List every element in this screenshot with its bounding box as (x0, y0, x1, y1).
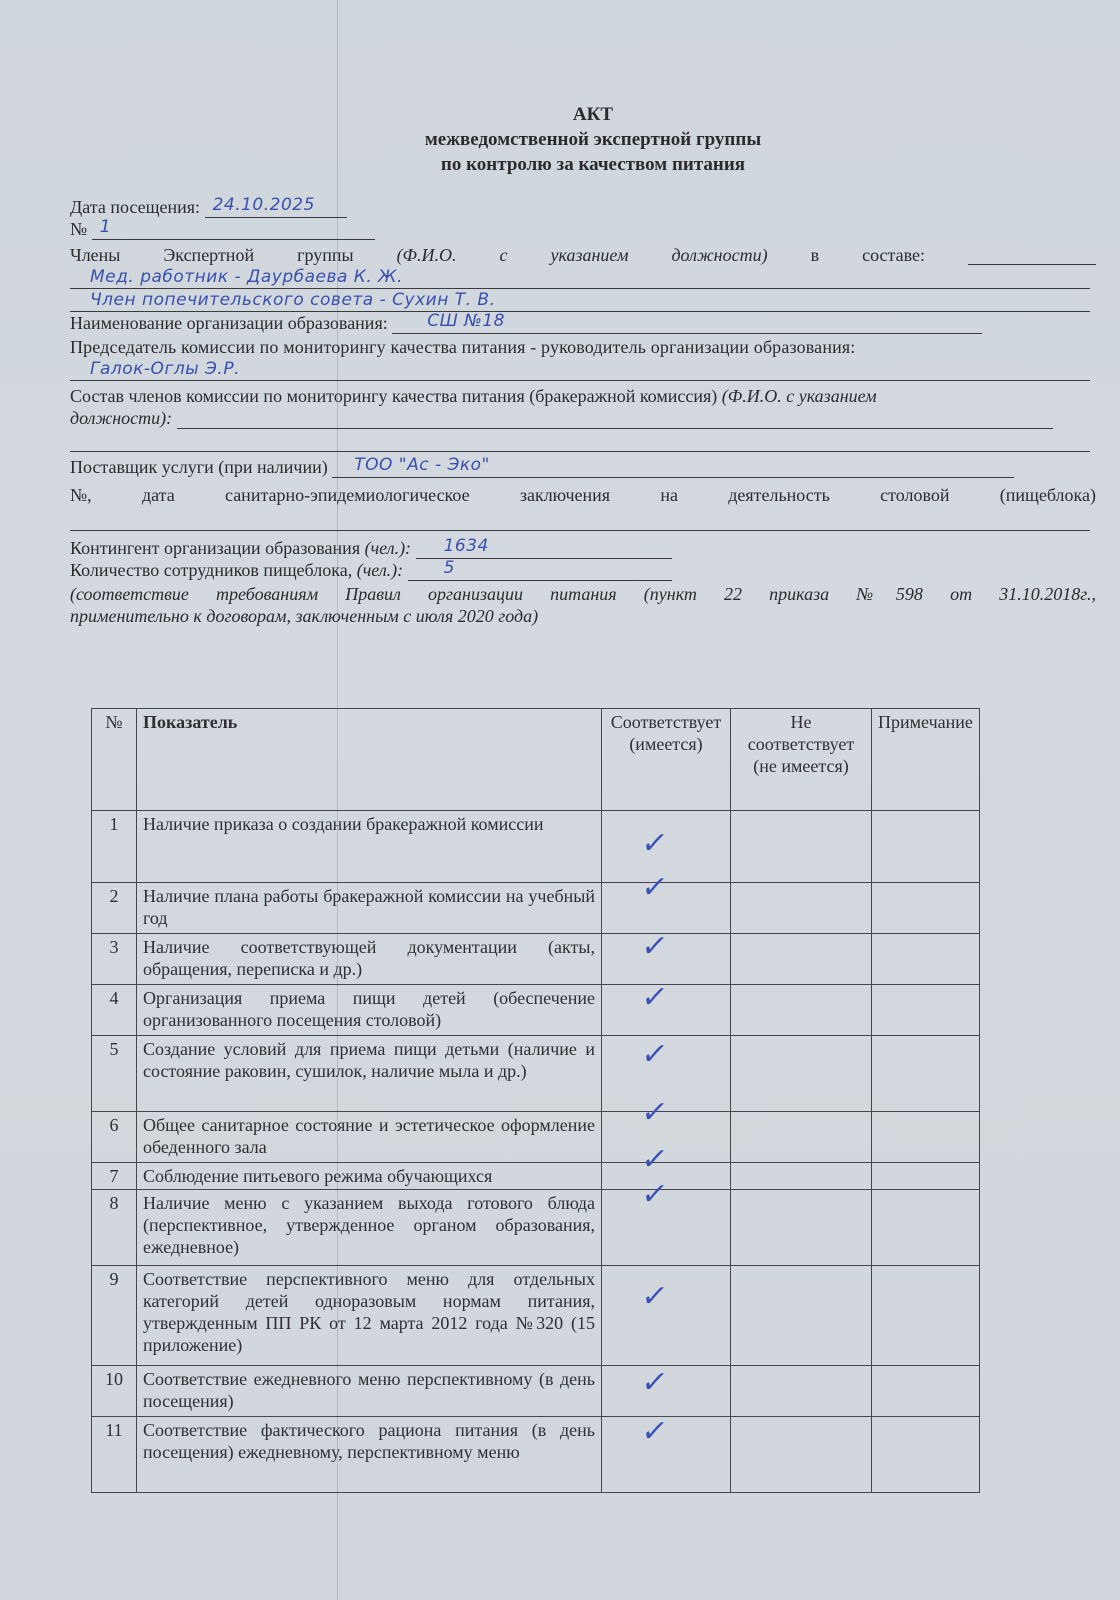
compliance-note-1: (соответствие требованиям Правил организации питания (пункт 22 приказа №598 от 31.10.2018г., (70, 584, 1096, 604)
sanitary-label-word: заключения (519, 485, 611, 505)
supplier-value: ТОО "Ас - Эко" (354, 455, 490, 475)
members-field-1[interactable] (70, 266, 1090, 289)
complies-cell[interactable] (602, 1414, 731, 1493)
commission-label-2: должности): (70, 408, 173, 428)
contingent-label: Контингент организации образования (70, 538, 361, 558)
row-number: 6 (92, 1112, 137, 1163)
org-name-row (70, 312, 1096, 334)
header-note: Примечание (872, 709, 980, 811)
chair-value: Галок-Оглы Э.Р. (90, 359, 240, 379)
table-row (92, 1266, 980, 1366)
members-label-word: составе: (862, 245, 925, 265)
chair-label: Председатель комиссии по мониторингу качества питания - руководитель организации образования: (70, 337, 856, 357)
act-number-value: 1 (99, 217, 112, 237)
note-cell[interactable] (872, 934, 980, 985)
members-field-2[interactable] (70, 289, 1090, 312)
note-cell[interactable] (872, 1163, 980, 1190)
contingent-value: 1634 (443, 536, 489, 556)
checkmark-icon: ✓ (639, 870, 671, 905)
table-row (92, 1112, 980, 1163)
complies-cell[interactable] (602, 980, 731, 1036)
table-row (92, 1190, 980, 1266)
chair-field[interactable] (70, 358, 1090, 381)
checkmark-icon: ✓ (639, 929, 671, 964)
complies-cell[interactable] (602, 1366, 731, 1417)
row-number: 7 (92, 1163, 137, 1190)
table-row (92, 1417, 980, 1493)
row-indicator: Наличие меню с указанием выхода готового блюда (перспективное, утвержденное органом образования, ежедневное) (137, 1190, 602, 1266)
checkmark-icon: ✓ (639, 980, 671, 1015)
act-form (70, 100, 1096, 627)
sanitary-label-word: столовой (880, 485, 950, 505)
checkmark-icon: ✓ (639, 826, 671, 861)
note-cell[interactable] (872, 883, 980, 934)
checkmark-icon: ✓ (639, 1279, 671, 1314)
row-number: 2 (92, 883, 137, 934)
staff-value: 5 (443, 558, 455, 578)
row-number: 9 (92, 1266, 137, 1366)
complies-cell[interactable] (602, 1266, 731, 1366)
checkmark-icon: ✓ (639, 1414, 671, 1449)
row-number: 10 (92, 1366, 137, 1417)
commission-field-2[interactable] (70, 429, 1090, 452)
members-label-word: группы (297, 245, 354, 265)
note-cell[interactable] (872, 1190, 980, 1266)
row-indicator: Общее санитарное состояние и эстетическое оформление обеденного зала (137, 1112, 602, 1163)
checkmark-icon: ✓ (639, 1037, 671, 1072)
row-number: 1 (92, 811, 137, 883)
table-row (92, 1163, 980, 1190)
row-indicator: Наличие плана работы бракеражной комиссии на учебный год (137, 883, 602, 934)
table-row (92, 811, 980, 883)
commission-label-italic: (Ф.И.О. с указанием (721, 386, 877, 406)
visit-date-value: 24.10.2025 (212, 195, 315, 215)
header-indicator: Показатель (137, 709, 602, 811)
not-complies-cell[interactable] (731, 1112, 872, 1163)
sanitary-label-word: деятельность (728, 485, 830, 505)
members-label-word: указанием (550, 245, 629, 265)
checkmark-icon: ✓ (639, 1142, 671, 1177)
not-complies-cell[interactable] (731, 811, 872, 883)
staff-unit: (чел.): (356, 560, 404, 580)
document-subtitle-2: по контролю за качеством питания (440, 154, 746, 175)
act-number-label: № (70, 219, 88, 239)
sanitary-label-word: санитарно-эпидемиологическое (224, 485, 470, 505)
staff-field[interactable] (408, 560, 672, 581)
members-label-word: Члены (70, 245, 121, 265)
row-number: 8 (92, 1190, 137, 1266)
staff-row (70, 559, 1096, 581)
supplier-row (70, 456, 1096, 478)
contingent-row (70, 537, 1096, 559)
note-cell[interactable] (872, 1366, 980, 1417)
org-name-label: Наименование организации образования: (70, 313, 388, 333)
table-row (92, 1036, 980, 1112)
header-no: № (92, 709, 137, 811)
members-field-inline[interactable] (968, 244, 1096, 265)
members-value-1: Мед. работник - Даурбаева К. Ж. (90, 267, 403, 287)
document-title: АКТ (572, 104, 614, 125)
members-label-row (70, 244, 1096, 266)
not-complies-cell[interactable] (731, 1036, 872, 1112)
not-complies-cell[interactable] (731, 1163, 872, 1190)
contingent-unit: (чел.): (364, 538, 412, 558)
note-cell[interactable] (872, 985, 980, 1036)
not-complies-cell[interactable] (731, 1417, 872, 1493)
act-number-field[interactable] (92, 219, 375, 240)
header-complies: Соответствует (имеется) (602, 709, 731, 811)
row-number: 4 (92, 985, 137, 1036)
chair-label-row (70, 336, 1096, 358)
not-complies-cell[interactable] (731, 1366, 872, 1417)
sanitary-label-word: на (660, 485, 678, 505)
supplier-field[interactable] (332, 457, 1014, 478)
members-label-word: (Ф.И.О. (396, 245, 457, 265)
members-label-word: в (810, 245, 820, 265)
row-indicator: Наличие соответствующей документации (акты, обращения, переписка и др.) (137, 934, 602, 985)
row-indicator: Организация приема пищи детей (обеспечение организованного посещения столовой) (137, 985, 602, 1036)
row-number: 3 (92, 934, 137, 985)
sanitary-label-word: №, (70, 485, 92, 505)
note-cell[interactable] (872, 1266, 980, 1366)
visit-date-row (70, 196, 1096, 218)
table-row (92, 1366, 980, 1417)
members-label-word: с (499, 245, 508, 265)
visit-date-field[interactable] (205, 197, 347, 218)
org-name-field[interactable] (392, 313, 982, 334)
complies-cell[interactable] (602, 1177, 731, 1266)
row-indicator: Соответствие перспективного меню для отдельных категорий детей одноразовым нормам питания, утвержденным ПП РК от 12 марта 2012 года №320 (15 приложение) (137, 1266, 602, 1366)
staff-label: Количество сотрудников пищеблока, (70, 560, 353, 580)
visit-date-label: Дата посещения: (70, 197, 201, 217)
commission-label: Состав членов комиссии по мониторингу качества питания (бракеражной комиссия) (70, 386, 718, 406)
note-cell[interactable] (872, 1036, 980, 1112)
table-row (92, 985, 980, 1036)
complies-cell[interactable] (602, 870, 731, 934)
members-label-word: должности) (671, 245, 768, 265)
complies-cell[interactable] (602, 929, 731, 985)
checkmark-icon: ✓ (639, 1177, 671, 1212)
note-cell[interactable] (872, 811, 980, 883)
row-indicator: Создание условий для приема пищи детьми (наличие и состояние раковин, сушилок, наличие мыла и др.) (137, 1036, 602, 1112)
compliance-note-2: применительно к договорам, заключенным с июля 2020 года) (70, 606, 539, 626)
table-row (92, 883, 980, 934)
sanitary-label-word: (пищеблока) (999, 485, 1096, 505)
not-complies-cell[interactable] (731, 883, 872, 934)
document-subtitle-1: межведомственной экспертной группы (424, 129, 762, 150)
commission-field[interactable] (177, 408, 1053, 429)
not-complies-cell[interactable] (731, 934, 872, 985)
contingent-field[interactable] (416, 538, 672, 559)
note-cell[interactable] (872, 1417, 980, 1493)
document-header (90, 102, 1096, 177)
not-complies-cell[interactable] (731, 1266, 872, 1366)
commission-field-row (70, 407, 1096, 429)
table-row (92, 934, 980, 985)
members-value-2: Член попечительского совета - Сухин Т. В. (90, 290, 496, 310)
supplier-label: Поставщик услуги (при наличии) (70, 457, 328, 477)
checkmark-icon: ✓ (639, 1095, 671, 1130)
sanitary-label-word: дата (141, 485, 175, 505)
row-number: 11 (92, 1417, 137, 1493)
not-complies-cell[interactable] (731, 985, 872, 1036)
row-indicator: Соответствие фактического рациона питания (в день посещения) ежедневному, перспективному меню (137, 1417, 602, 1493)
members-label-word: Экспертной (163, 245, 255, 265)
checklist-table (91, 708, 980, 1493)
sanitary-field[interactable] (70, 506, 1090, 531)
sanitary-label-row (70, 484, 1096, 506)
row-indicator: Соблюдение питьевого режима обучающихся (137, 1163, 602, 1190)
not-complies-cell[interactable] (731, 1190, 872, 1266)
row-indicator: Соответствие ежедневного меню перспективному (в день посещения) (137, 1366, 602, 1417)
checkmark-icon: ✓ (639, 1365, 671, 1400)
org-name-value: СШ №18 (427, 311, 505, 331)
note-cell[interactable] (872, 1112, 980, 1163)
act-number-row (70, 218, 1096, 240)
header-not-complies: Не соответствует (не имеется) (731, 709, 872, 811)
table-header-row (92, 709, 980, 811)
commission-label-row (70, 385, 1096, 407)
row-indicator: Наличие приказа о создании бракеражной комиссии (137, 811, 602, 883)
row-number: 5 (92, 1036, 137, 1112)
